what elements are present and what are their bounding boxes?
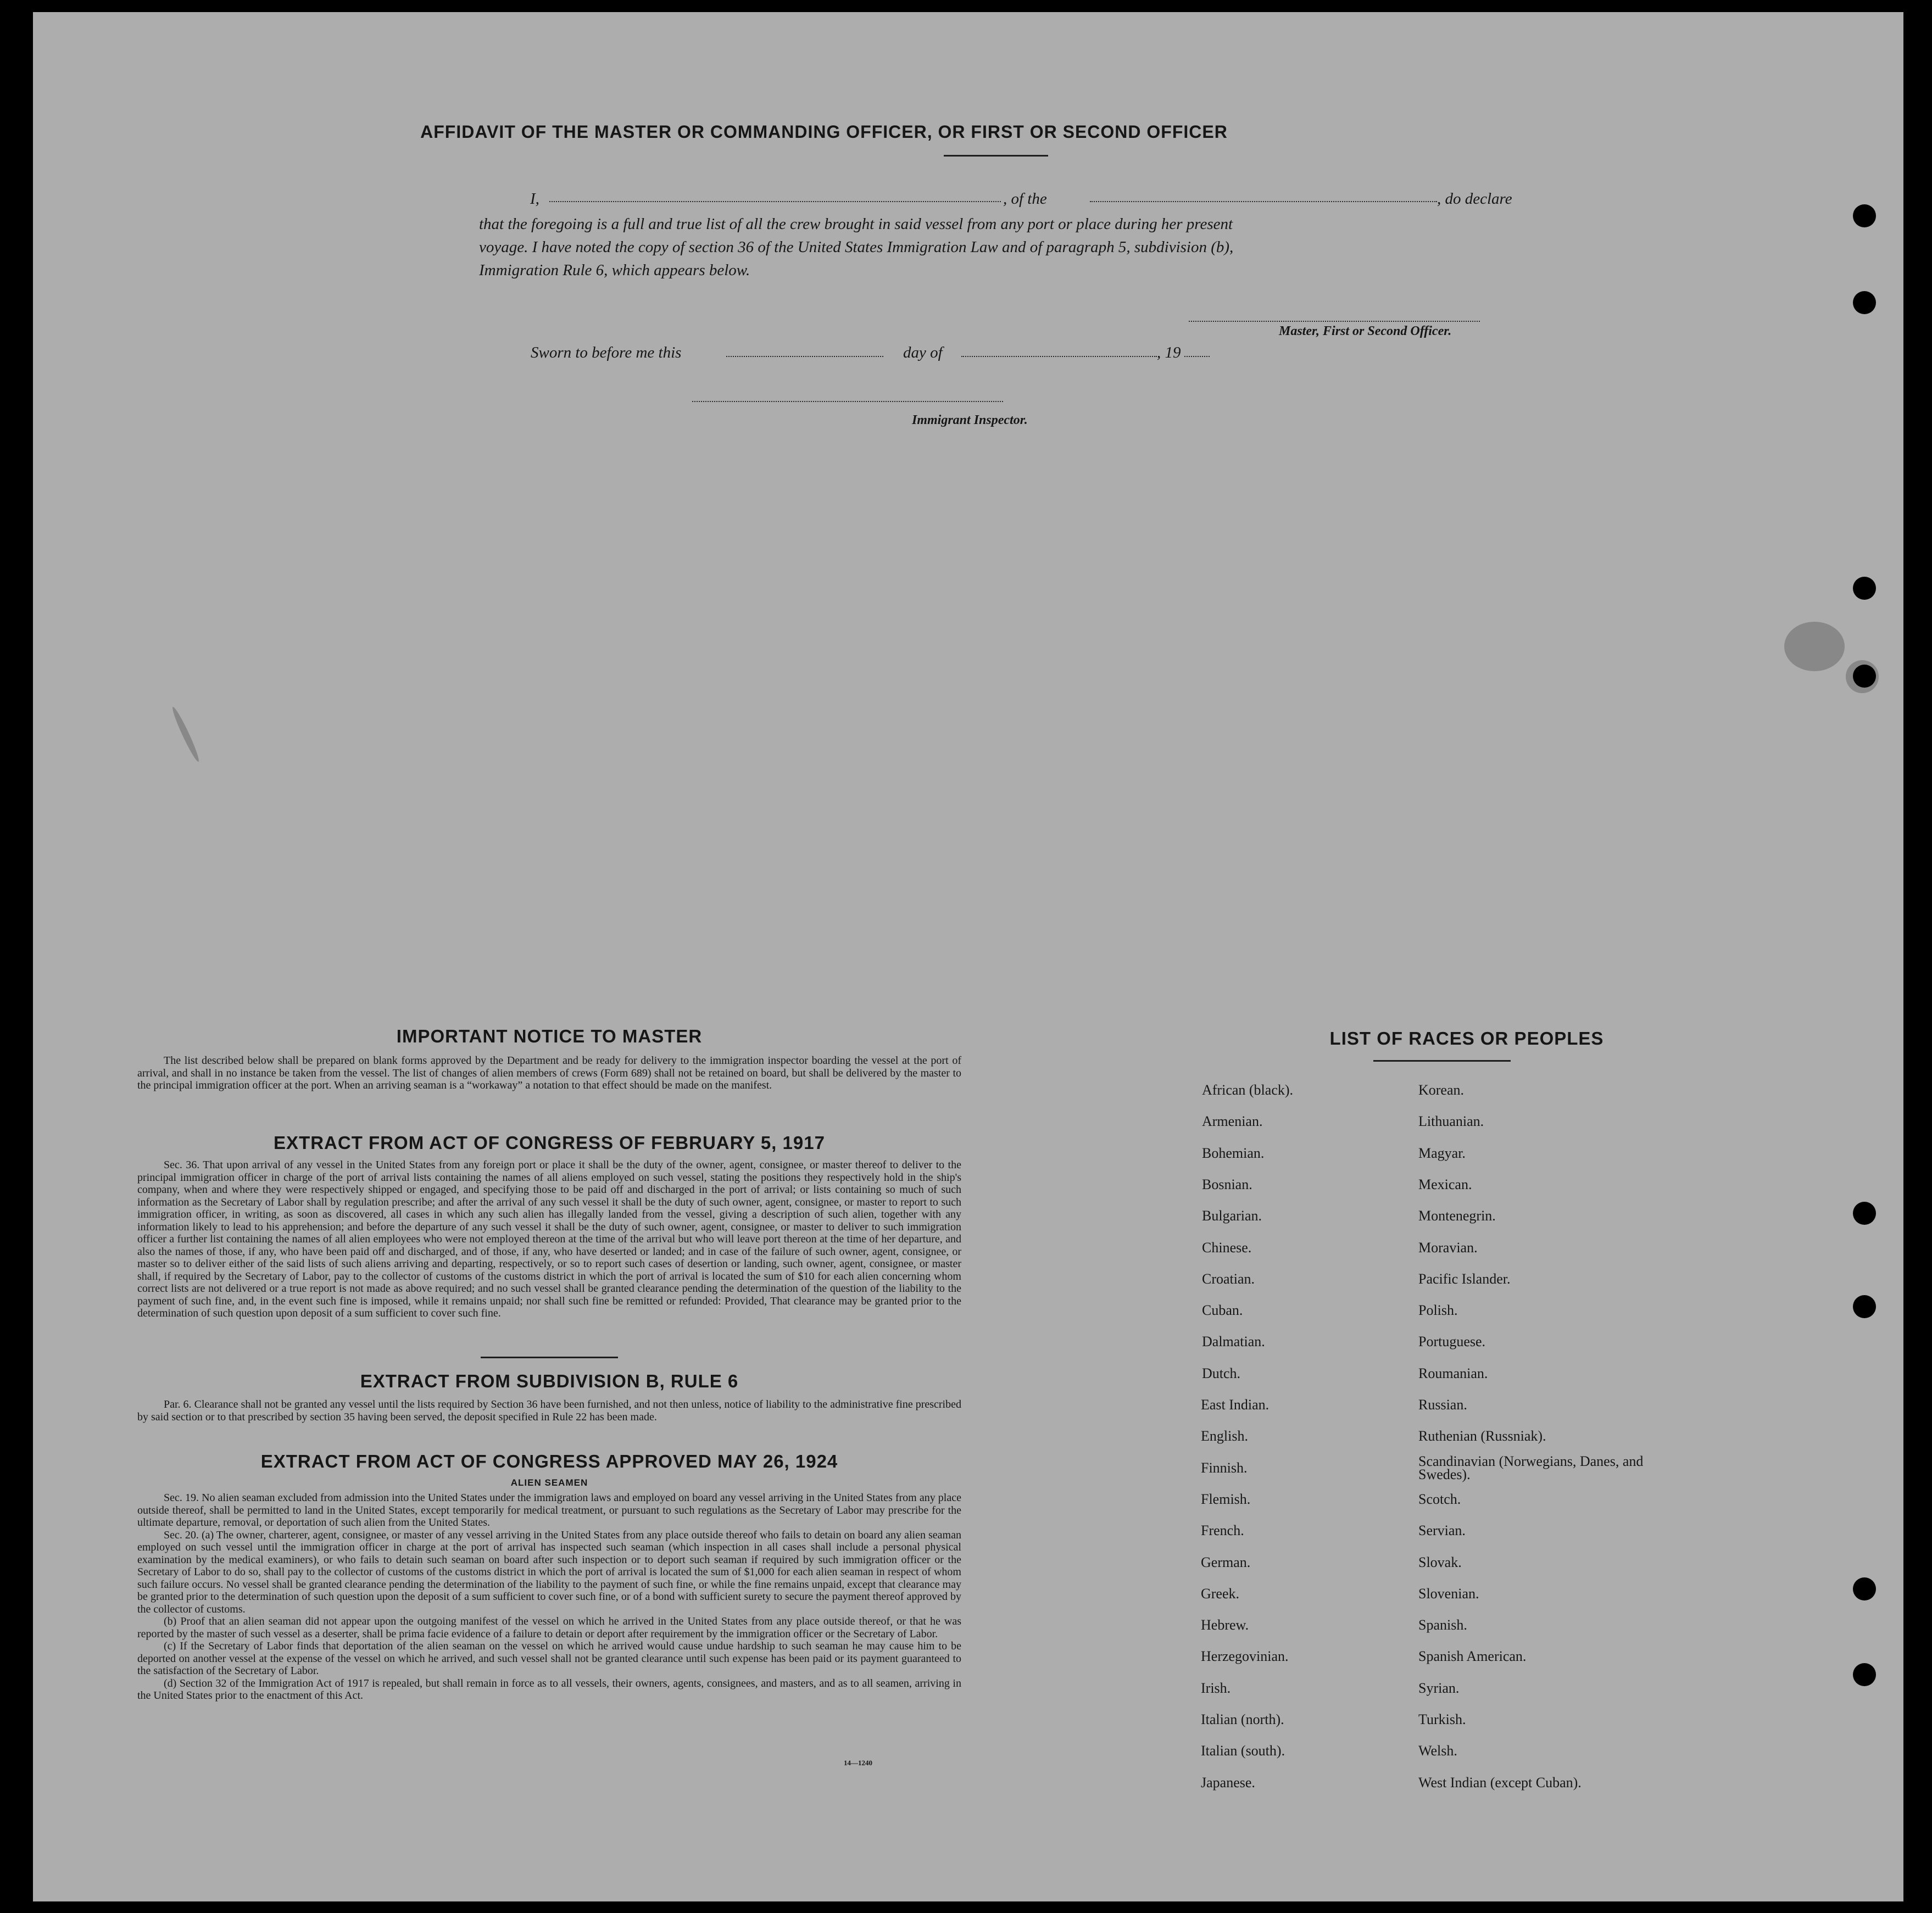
affidavit-i-label: I, [530,190,539,208]
race-item: Spanish. [1418,1617,1467,1633]
of-the-label: , of the [1003,190,1047,208]
race-item: East Indian. [1201,1397,1270,1413]
race-item: Mexican. [1418,1176,1472,1192]
race-item: Slovak. [1418,1554,1462,1570]
extract-1924-para: (c) If the Secretary of Labor finds that deportation of the alien seaman on the vessel on which he arrived would cause undue hardship to such seaman he may cause him to be deported on another vessel at the expense of the vessel on which he arrived, and such vessel shall not be granted clearance until such expense has been paid or its payment guaranteed to the satisfaction of the Secretary of Labor. [137,1640,961,1677]
race-item: Slovenian. [1418,1586,1479,1602]
extract-rule6-text: Par. 6. Clearance shall not be granted any vessel until the lists required by Section 36 have been furnished, and not then unless, notice of liability to the administrative fine prescribed by said section or to that prescribed by section 35 having been served, the deposit specified in Rule 22 has been made. [137,1398,961,1423]
race-item: West Indian (except Cuban). [1418,1775,1582,1791]
sworn-month-field-line[interactable] [961,356,1157,357]
extract-1924-para: Sec. 20. (a) The owner, charterer, agent, consignee, or master of any vessel arriving in the United States from any place outside thereof who fails to detain on board any alien seaman employed on such vessel until the immigration officer in charge at the port of arrival has inspected such seaman (which inspection in all cases shall include a personal physical examination by the medical examiners), or who fails to detain such seaman on board after such inspection or to deport such seaman if required by such immigration officer or the Secretary of Labor to do so, shall pay to the collector of customs of the customs district in which the port of arrival is located the sum of $1,000 for each alien seaman in respect of whom such failure occurs. No vessel shall be granted clearance pending the determination of the liability to the payment of such fine, or while the fine remains unpaid, except that clearance may be granted prior to the determination of such question upon the deposit of a sum sufficient to cover such fine, or of a bond with sufficient surety to secure the payment thereof approved by the collector of customs. [137,1529,961,1615]
day-of-label: day of [903,344,943,361]
vessel-field-line[interactable] [1090,201,1437,202]
sworn-label: Sworn to before me this [531,344,682,361]
stain-mark [170,706,201,763]
race-item: Spanish American. [1418,1648,1527,1664]
race-item: Herzegovinian. [1201,1648,1289,1664]
race-item: German. [1201,1554,1251,1570]
race-item: Scandinavian (Norwegians, Danes, and Swedes). [1418,1453,1644,1482]
race-item: Croatian. [1202,1271,1255,1287]
declare-label: , do declare [1437,190,1512,208]
binder-hole [1853,291,1876,314]
race-item: Moravian. [1418,1240,1478,1256]
form-number: 14—1240 [844,1759,872,1767]
binder-hole [1853,1202,1876,1225]
extract-1924-subtitle: ALIEN SEAMEN [510,1477,588,1488]
race-item: Flemish. [1201,1491,1251,1507]
extract-1917-text: Sec. 36. That upon arrival of any vessel in the United States from any foreign port or place it shall be the duty of the owner, agent, consignee, or master thereof to deliver to the principal immigration officer in charge of the port of arrival lists containing the names of all aliens employed on such vessel, stating the positions they respectively hold in the ship's company, when and where they were respectively shipped or engaged, and specifying those to be paid off and discharged in the port of arrival; or lists containing so much of such information as the Secretary of Labor shall by regulation prescribe; and after the arrival of any such vessel it shall be the duty of such owner, agent, consignee, or master to report to such immigration officer, in writing, as soon as discovered, all cases in which any such alien has illegally landed from the vessel, giving a description of such alien, together with any information likely to lead to his apprehension; and before the departure of any such vessel it shall be the duty of such owner, agent, consignee, or master to deliver to such immigration officer a further list containing the names of all alien employees who were not employed thereon at the time of the arrival but who will leave port thereon at the time of her departure, and also the names of those, if any, who have been paid off and discharged, and of those, if any, who have deserted or landed; and in case of the failure of such owner, agent, consignee, or master so to deliver either of the said lists of such aliens arriving and departing, respectively, or so to report such cases of desertion or landing, such owner, agent, consignee, or master shall, if required by the Secretary of Labor, pay to the collector of customs of the customs district in which the port of arrival is located the sum of $10 for each alien concerning whom correct lists are not delivered or a true report is not made as above required; and no such vessel shall be granted clearance pending the determination of the question of the liability to the payment of such fine, and, in the event such fine is imposed, while it remains unpaid; nor shall such fine be remitted or refunded: Provided, That clearance may be granted prior to the determination of such question upon deposit of a sum sufficient to cover such fine. [137,1159,961,1319]
binder-hole [1853,1663,1876,1686]
extract-1924-para: Sec. 19. No alien seaman excluded from admission into the United States under the immigration laws and employed on board any vessel arriving in the United States from any place outside thereof, shall be permitted to land in the United States, except temporarily for medical treatment, or pursuant to such regulations as the Secretary of Labor may prescribe for the ultimate departure, removal, or deportation of such alien from the United States. [137,1492,961,1529]
binder-hole [1853,665,1876,688]
affidavit-line-2: that the foregoing is a full and true list of all the crew brought in said vessel from any port or place during her present [479,215,1233,233]
race-item: Bohemian. [1202,1145,1265,1161]
affidavit-line-4: Immigration Rule 6, which appears below. [479,261,750,279]
race-item: Japanese. [1201,1775,1255,1791]
master-signature-label: Master, First or Second Officer. [1279,324,1452,338]
binder-hole [1853,577,1876,600]
race-item: Chinese. [1202,1240,1252,1256]
race-item: Turkish. [1418,1711,1466,1727]
affidavit-title: AFFIDAVIT OF THE MASTER OR COMMANDING OFFICER, OR FIRST OR SECOND OFFICER [420,122,1228,142]
binder-hole [1853,204,1876,227]
race-item: Bosnian. [1202,1176,1252,1192]
extract-1917-title: EXTRACT FROM ACT OF CONGRESS OF FEBRUARY 5, 1917 [274,1133,825,1153]
race-item: Pacific Islander. [1418,1271,1511,1287]
race-item: French. [1201,1522,1244,1538]
races-title: LIST OF RACES OR PEOPLES [1329,1028,1604,1048]
notice-title: IMPORTANT NOTICE TO MASTER [396,1026,703,1046]
race-item: Armenian. [1202,1113,1263,1129]
race-item: Magyar. [1418,1145,1466,1161]
binder-hole [1853,1295,1876,1318]
race-item: Dalmatian. [1202,1334,1265,1349]
race-item: Welsh. [1418,1743,1457,1759]
race-item: Lithuanian. [1418,1113,1484,1129]
race-item: Hebrew. [1201,1617,1249,1633]
race-item: Italian (south). [1201,1743,1285,1759]
extract-1924-title: EXTRACT FROM ACT OF CONGRESS APPROVED MAY 26, 1924 [260,1451,838,1471]
inspector-label: Immigrant Inspector. [912,413,1028,427]
race-item: Syrian. [1418,1680,1460,1696]
race-item: African (black). [1202,1082,1294,1098]
race-item: Polish. [1418,1302,1458,1318]
race-item: Portuguese. [1418,1334,1486,1349]
race-item: Montenegrin. [1418,1208,1496,1224]
sworn-day-field-line[interactable] [726,356,883,357]
extract-rule6-title: EXTRACT FROM SUBDIVISION B, RULE 6 [360,1371,739,1391]
master-signature-line[interactable] [1189,321,1480,322]
extract-1924-body [137,1492,961,1702]
race-item: Scotch. [1418,1491,1461,1507]
race-item: Roumanian. [1418,1365,1488,1381]
divider [944,155,1048,157]
year-label: , 19 [1157,344,1181,361]
notice-text: The list described below shall be prepared on blank forms approved by the Department and be ready for delivery to the immigration inspector boarding the vessel at the port of arrival, and shall in no instance be taken from the vessel. The list of changes of alien members of crews (Form 689) shall not be retained on board, but shall be delivered by the master to the principal immigration officer at the port. When an arriving seaman is a “workaway” a notation to that effect should be made on the manifest. [137,1055,961,1091]
race-item: Cuban. [1202,1302,1243,1318]
race-item: Dutch. [1202,1365,1241,1381]
form-page [33,12,1903,1901]
race-item: Bulgarian. [1202,1208,1262,1224]
divider [1373,1060,1511,1062]
race-item: Servian. [1418,1522,1466,1538]
race-item: Italian (north). [1201,1711,1284,1727]
race-item: Russian. [1418,1397,1467,1413]
extract-1924-para: (d) Section 32 of the Immigration Act of 1917 is repealed, but shall remain in force as to all vessels, their owners, agents, consignees, and masters, and as to all seamen, arriving in the United States prior to the enactment of this Act. [137,1677,961,1702]
race-item: Korean. [1418,1082,1465,1098]
binder-hole [1853,1577,1876,1600]
sworn-year-field-line[interactable] [1184,356,1210,357]
extract-1924-para: (b) Proof that an alien seaman did not appear upon the outgoing manifest of the vessel on which he arrived in the United States from any place outside thereof, or that he was reported by the master of such vessel as a deserter, shall be prima facie evidence of a failure to detain or deport after requirement by the immigration officer or the Secretary of Labor. [137,1615,961,1640]
race-item: English. [1201,1428,1248,1444]
race-item: Finnish. [1201,1460,1248,1476]
stain-mark [1784,622,1845,671]
divider [481,1357,618,1358]
inspector-signature-line[interactable] [692,401,1003,402]
race-item: Ruthenian (Russniak). [1418,1428,1546,1444]
race-item: Greek. [1201,1586,1240,1602]
affidavit-line-3: voyage. I have noted the copy of section 36 of the United States Immigration Law and of paragraph 5, subdivision (b), [479,238,1234,256]
race-item: Irish. [1201,1680,1231,1696]
name-field-line[interactable] [549,201,1001,202]
